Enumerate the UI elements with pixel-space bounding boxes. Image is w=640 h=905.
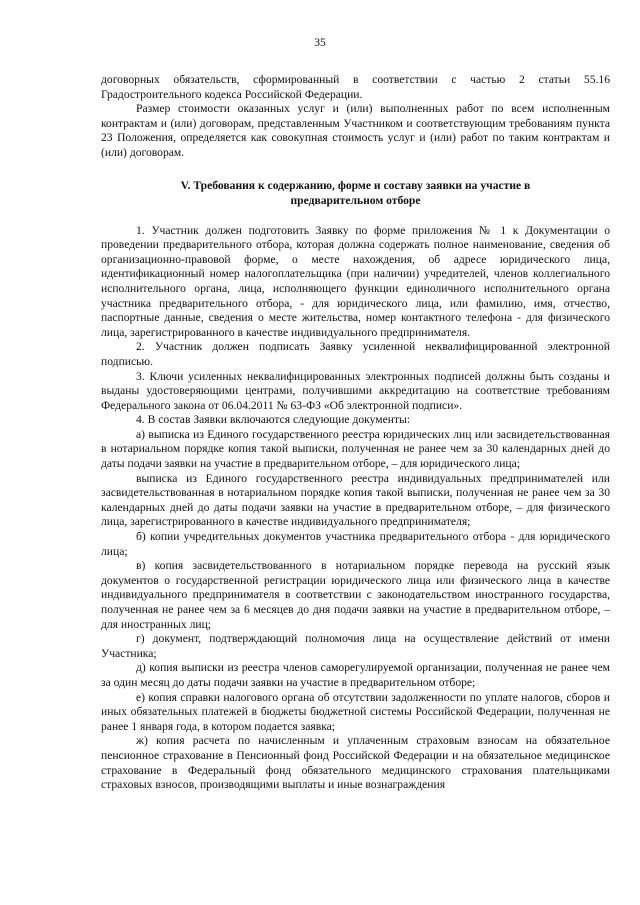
paragraph-item-1: 1. Участник должен подготовить Заявку по форме приложения № 1 к Документации о проведении предварительного отбора, которая должна содержать полное наименование, сведения об организационно-правовой форме, о месте нахождения, об адресе юридического лица, идентификационный номер налогоплательщика (при наличии) учредителей, членов коллегиального исполнительного органа, лица, исполняющего функции единоличного исполнительного органа участника предварительного отбора, - для юридического лица, или фамилию, имя, отчество, паспортные данные, сведения о месте жительства, номер контактного телефона - для физического лица, зарегистрированного в качестве индивидуального предпринимателя.: [101, 223, 610, 339]
list-item-d: д) копия выписки из реестра членов саморегулируемой организации, полученная не ранее чем за один месяц до даты подачи заявки на участие в предварительном отборе;: [101, 661, 610, 689]
page-body: [101, 73, 610, 793]
paragraph-item-3: 3. Ключи усиленных неквалифицированных электронных подписей должны быть созданы и выданы удостоверяющими центрами, получившими аккредитацию на соответствие требованиям Федерального закона от 06.04.2011 № 63-ФЗ «Об электронной подписи».: [101, 369, 610, 412]
list-item-e: е) копия справки налогового органа об отсутствии задолженности по уплате налогов, сборов и иных обязательных платежей в бюджеты бюджетной системы Российской Федерации, полученная не ранее 1 января года, в котором подается заявка;: [101, 690, 610, 733]
paragraph-item-4: 4. В состав Заявки включаются следующие документы:: [136, 413, 411, 427]
paragraph-item-2: 2. Участник должен подписать Заявку усиленной неквалифицированной электронной подписью.: [101, 340, 610, 368]
list-item-a: а) выписка из Единого государственного реестра юридических лиц или засвидетельствованная в нотариальном порядке копия такой выписки, полученная не ранее чем за 30 календарных дней до даты подачи заявки на участие в предварительном отборе, – для юридического лица;: [101, 427, 610, 471]
list-item-a-ip: выписка из Единого государственного реестра индивидуальных предпринимателей или засвидетельствованная в нотариальном порядке копия такой выписки, полученная не ранее чем за 30 календарных дней до даты подачи заявки на участие в предварительном отборе, – для физического лица, зарегистрированного в качестве индивидуального предпринимателя;: [101, 471, 610, 529]
list-item-g: г) документ, подтверждающий полномочия лица на осуществление действий от имени Участника;: [101, 632, 610, 660]
section-heading: V. Требования к содержанию, форме и составу заявки на участие в предварительном отборе: [180, 178, 531, 207]
list-item-b: б) копии учредительных документов участника предварительного отбора - для юридического лица;: [101, 530, 610, 558]
list-item-v: в) копия засвидетельствованного в нотариальном порядке перевода на русский язык документов о государственной регистрации юридического лица или физического лица в качестве индивидуального предпринимателя в соответствии с законодательством иностранного государства, полученная не ранее чем за 6 месяцев до дня подачи заявки на участие в предварительном отборе, – для иностранных лиц;: [101, 559, 610, 631]
list-item-zh: ж) копия расчета по начисленным и уплаченным страховым взносам на обязательное пенсионное страхование в Пенсионный фонд Российской Федерации и на обязательное медицинское страхование в Федеральный фонд обязательного медицинского страхования плательщиками страховых взносов, производящими выплаты и иные вознаграждения: [101, 734, 610, 792]
paragraph-cost-size: Размер стоимости оказанных услуг и (или) выполненных работ по всем исполненным контрактам и (или) договорам, представленным Участником и соответствующим требованиям пункта 23 Положения, определяется как совокупная стоимость услуг и (или) работ по таким контрактам и (или) договорам.: [101, 102, 610, 159]
page-number: 35: [314, 37, 326, 49]
paragraph-continuation: договорных обязательств, сформированный в соответствии с частью 2 статьи 55.16 Градостроительного кодекса Российской Федерации.: [101, 73, 610, 101]
